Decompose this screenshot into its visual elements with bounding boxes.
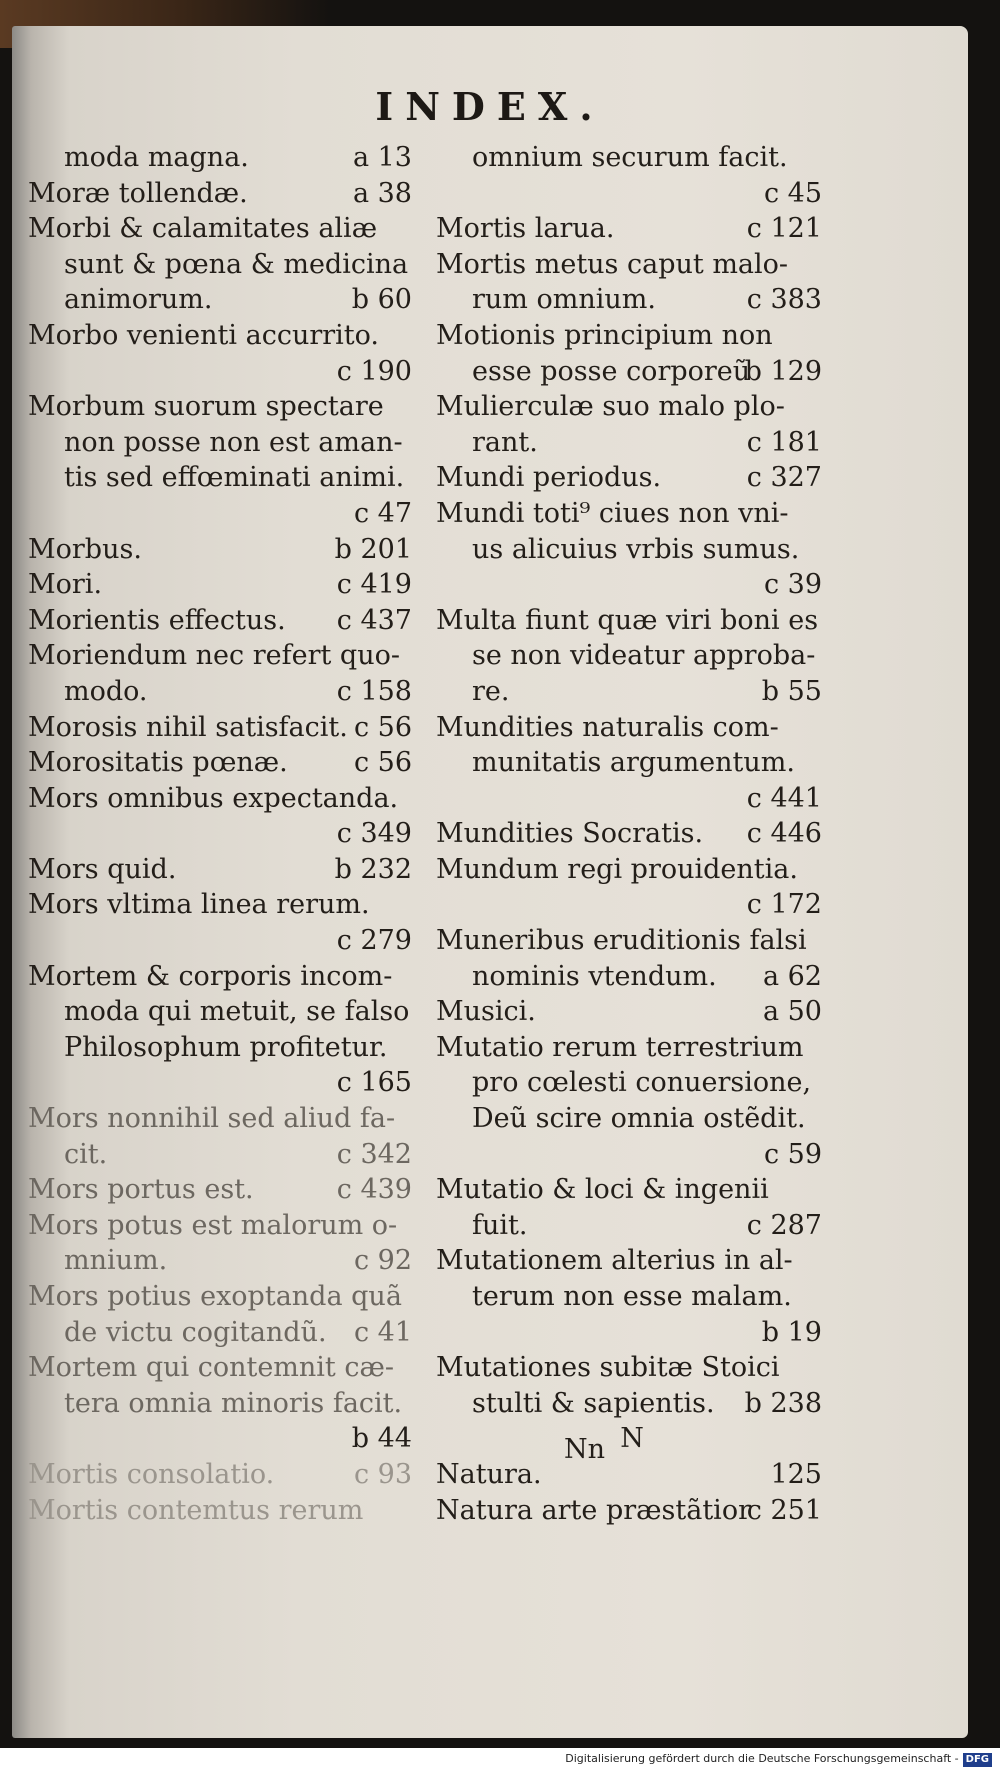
index-entry-text: munitatis argumentum.	[472, 747, 795, 779]
index-entry-text: animorum.	[64, 284, 213, 316]
index-entry-text: Deũ scire omnia ostẽdit.	[472, 1103, 806, 1135]
index-entry	[28, 1030, 418, 1066]
index-entry-text: Mundi toti⁹ ciues non vni-	[436, 497, 789, 529]
page-reference: c 45	[763, 177, 822, 209]
catchword: Nn	[564, 1434, 606, 1465]
index-entry	[28, 1065, 418, 1101]
index-entry	[28, 1493, 418, 1529]
page-reference: c 56	[353, 747, 412, 779]
page-reference: a 50	[762, 996, 822, 1028]
index-entry	[436, 425, 828, 461]
index-entry	[28, 852, 418, 888]
index-entry	[28, 994, 418, 1030]
index-entry	[436, 389, 828, 425]
index-entry	[28, 1279, 418, 1315]
book-page	[12, 26, 968, 1738]
page-reference: b 60	[351, 284, 412, 316]
index-entry-text: moda magna.	[64, 142, 249, 173]
index-entry	[28, 745, 418, 781]
index-entry-text: se non videatur approba-	[472, 640, 816, 672]
index-entry	[28, 781, 418, 817]
index-entry-text: Mundi periodus.	[436, 462, 662, 494]
page-reference: c 327	[746, 462, 822, 494]
index-entry-text: Mors omnibus expectanda.	[28, 782, 399, 814]
index-entry	[436, 887, 828, 923]
index-entry-text: nominis vtendum.	[472, 960, 717, 992]
index-entry-text: Mors portus est.	[28, 1174, 254, 1206]
dfg-logo: DFG	[963, 1753, 992, 1767]
index-entry	[28, 887, 418, 923]
page-reference: c 441	[746, 782, 822, 814]
index-entry-text: Philosophum profitetur.	[64, 1031, 388, 1063]
page-reference: b 55	[761, 675, 822, 707]
index-entry	[436, 211, 828, 247]
index-entry	[28, 460, 418, 496]
index-entry	[28, 354, 418, 390]
index-entry	[436, 1101, 828, 1137]
page-reference: c 56	[353, 711, 412, 743]
index-entry	[436, 176, 828, 212]
index-entry	[436, 1315, 828, 1351]
index-entry	[436, 1208, 828, 1244]
index-entry	[28, 318, 418, 354]
index-entry	[436, 567, 828, 603]
index-entry-text: Mundities Socratis.	[436, 818, 704, 850]
index-entry	[28, 923, 418, 959]
index-entry	[28, 211, 418, 247]
index-entry-text: Muneribus eruditionis falsi	[436, 925, 807, 957]
index-entry	[28, 282, 418, 318]
index-entry-text: Natura.	[436, 1458, 542, 1490]
running-head: INDEX.	[375, 84, 605, 129]
page-reference: c 251	[746, 1494, 822, 1526]
page-reference: c 165	[336, 1067, 412, 1099]
index-entry	[28, 710, 418, 746]
index-entry-text: cit.	[64, 1138, 108, 1170]
page-reference: b 238	[744, 1387, 822, 1419]
index-column-left	[28, 140, 418, 1528]
index-entry-text: rum omnium.	[472, 284, 656, 316]
index-entry	[436, 638, 828, 674]
index-entry-text: fuit.	[472, 1209, 528, 1241]
index-entry-text: Mutationem alterius in al-	[436, 1245, 793, 1277]
index-entry-text: Mortem qui contemnit cæ-	[28, 1352, 394, 1384]
index-entry	[28, 247, 418, 283]
index-entry	[28, 1243, 418, 1279]
index-entry-text: Mortem & corporis incom-	[28, 960, 393, 992]
index-entry	[436, 282, 828, 318]
index-entry-text: Moræ tollendæ.	[28, 177, 248, 209]
index-entry-text: Morbum suorum spectare	[28, 391, 384, 423]
index-entry	[436, 1457, 828, 1493]
index-entry-text: moda qui metuit, se falso	[64, 996, 410, 1028]
index-entry	[436, 1493, 828, 1529]
page-reference: c 439	[336, 1174, 412, 1206]
index-entry	[436, 710, 828, 746]
index-entry-text: Musici.	[436, 996, 536, 1028]
index-entry	[436, 1137, 828, 1173]
page-reference: c 419	[336, 569, 412, 601]
page-reference: b 201	[334, 533, 412, 565]
index-entry	[436, 1350, 828, 1386]
page-reference: c 172	[746, 889, 822, 921]
index-entry-text: Mors nonnihil sed aliud fa-	[28, 1103, 396, 1135]
index-entry	[436, 603, 828, 639]
index-entry	[28, 638, 418, 674]
index-entry-text: Motionis principium non	[436, 319, 773, 351]
index-entry	[28, 496, 418, 532]
index-entry	[28, 567, 418, 603]
index-entry	[28, 1457, 418, 1493]
index-entry-text: Mutatio rerum terrestrium	[436, 1031, 804, 1063]
index-entry	[436, 496, 828, 532]
section-letter: N	[620, 1423, 644, 1455]
index-entry	[436, 1386, 828, 1422]
index-entry	[28, 674, 418, 710]
index-entry	[436, 354, 828, 390]
index-entry-text: Mortis larua.	[436, 213, 615, 245]
index-entry-text: Moriendum nec refert quo-	[28, 640, 400, 672]
index-entry-text: Mutationes subitæ Stoici	[436, 1352, 780, 1384]
index-entry-text: Mors potius exoptanda quã	[28, 1281, 402, 1312]
index-entry	[436, 1065, 828, 1101]
index-entry	[28, 603, 418, 639]
page-reference: 125	[770, 1458, 822, 1490]
page-reference: c 287	[746, 1209, 822, 1241]
index-entry-text: esse posse corporeũ	[472, 355, 751, 387]
index-entry-text: re.	[472, 675, 510, 707]
index-entry-text: stulti & sapientis.	[472, 1387, 715, 1419]
index-entry	[436, 745, 828, 781]
index-entry	[436, 1243, 828, 1279]
index-entry	[436, 1172, 828, 1208]
index-entry	[28, 1137, 418, 1173]
footer-credit: Digitalisierung gefördert durch die Deutsche Forschungsgemeinschaft -	[565, 1752, 959, 1765]
page-reference: b 44	[351, 1423, 412, 1455]
page-reference: c 446	[746, 818, 822, 850]
index-entry	[436, 816, 828, 852]
index-entry-text: tera omnia minoris facit.	[64, 1387, 403, 1419]
index-entry	[28, 816, 418, 852]
page-reference: c 39	[763, 569, 822, 601]
index-entry-text: pro cœlesti conuersione,	[472, 1067, 812, 1099]
page-reference: c 181	[746, 426, 822, 458]
index-entry-text: Mortis contemtus rerum	[28, 1494, 364, 1526]
index-entry-text: Morosis nihil satisfacit.	[28, 711, 348, 743]
index-entry-text: Mortis metus caput malo-	[436, 248, 789, 280]
page-reference: c 437	[336, 604, 412, 636]
page-reference: c 342	[336, 1138, 412, 1170]
index-entry-text: Morositatis pœnæ.	[28, 747, 288, 779]
index-entry	[436, 460, 828, 496]
index-entry-text: non posse non est aman-	[64, 426, 403, 458]
index-entry-text: sunt & pœna & medicina	[64, 248, 409, 280]
index-entry-text: Multa fiunt quæ viri boni es	[436, 604, 819, 636]
index-column-right	[436, 140, 828, 1528]
index-entry-text: omnium securum facit.	[472, 142, 788, 173]
page-reference: a 62	[762, 960, 822, 992]
index-entry-text: Mors vltima linea rerum.	[28, 889, 370, 921]
page-reference: c 349	[336, 818, 412, 850]
index-entry	[28, 959, 418, 995]
index-entry	[28, 532, 418, 568]
index-entry	[436, 140, 828, 176]
index-entry	[28, 389, 418, 425]
index-entry	[436, 923, 828, 959]
index-entry	[436, 781, 828, 817]
page-reference: c 59	[763, 1138, 822, 1170]
page-reference: b 232	[334, 853, 412, 885]
index-entry	[28, 1101, 418, 1137]
index-entry	[436, 247, 828, 283]
index-entry-text: Mutatio & loci & ingenii	[436, 1174, 769, 1206]
page-reference: c 158	[336, 675, 412, 707]
index-entry-text: Mortis consolatio.	[28, 1458, 275, 1490]
page-reference: c 190	[336, 355, 412, 387]
index-entry-text: us alicuius vrbis sumus.	[472, 533, 800, 565]
index-entry-text: de victu cogitandũ.	[64, 1316, 327, 1348]
index-entry-text: tis sed effœminati animi.	[64, 462, 405, 494]
index-entry	[436, 852, 828, 888]
index-entry-text: Morbus.	[28, 533, 142, 565]
index-entry-text: modo.	[64, 675, 148, 707]
page-reference: c 93	[353, 1458, 412, 1490]
index-entry-text: Mulierculæ suo malo plo-	[436, 391, 785, 423]
index-entry-text: Mors quid.	[28, 853, 177, 885]
index-entry	[436, 994, 828, 1030]
index-entry	[28, 1172, 418, 1208]
index-entry-text: Morbi & calamitates aliæ	[28, 213, 378, 245]
page-reference: c 47	[353, 497, 412, 529]
index-entry	[28, 176, 418, 212]
index-entry-text: rant.	[472, 426, 538, 458]
index-entry-text: Morbo venienti accurrito.	[28, 319, 380, 351]
page-reference: c 92	[353, 1245, 412, 1277]
page-reference: c 383	[746, 284, 822, 316]
page-reference: c 41	[353, 1316, 412, 1348]
page-reference: c 279	[336, 925, 412, 957]
index-entry	[28, 1208, 418, 1244]
index-entry	[28, 425, 418, 461]
page-reference: b 129	[744, 355, 822, 387]
index-entry	[436, 532, 828, 568]
index-entry	[28, 1315, 418, 1351]
index-entry	[436, 1279, 828, 1315]
index-entry	[436, 674, 828, 710]
page-reference: c 121	[746, 213, 822, 245]
index-entry	[28, 1350, 418, 1386]
index-entry	[28, 140, 418, 176]
page-reference: a 38	[352, 177, 412, 209]
index-entry-text: Natura arte præstãtior	[436, 1494, 751, 1526]
index-entry-text: Mors potus est malorum o-	[28, 1209, 398, 1241]
index-entry	[436, 1030, 828, 1066]
index-entry	[28, 1421, 418, 1457]
index-entry-text: Mori.	[28, 569, 103, 601]
page-reference: a 13	[352, 142, 412, 173]
digitization-footer	[0, 1748, 992, 1770]
index-entry-text: Mundum regi prouidentia.	[436, 853, 798, 885]
index-entry	[28, 1386, 418, 1422]
index-entry	[436, 959, 828, 995]
index-entry-text: Morientis effectus.	[28, 604, 286, 636]
page-reference: b 19	[761, 1316, 822, 1348]
index-entry-text: mnium.	[64, 1245, 168, 1277]
index-entry-text: terum non esse malam.	[472, 1281, 792, 1312]
index-entry	[436, 318, 828, 354]
index-entry-text: Mundities naturalis com-	[436, 711, 779, 743]
